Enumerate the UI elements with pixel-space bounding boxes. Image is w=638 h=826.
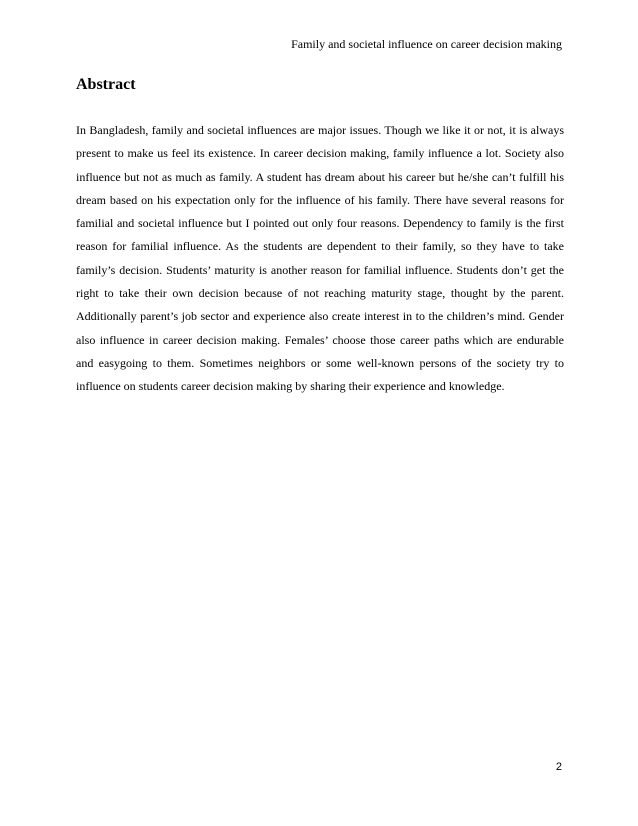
section-heading: Abstract [76, 76, 136, 93]
page-number: 2 [555, 761, 562, 773]
running-header: Family and societal influence on career decision making [291, 37, 562, 51]
abstract-paragraph: In Bangladesh, family and societal influences are major issues. Though we like it or not, it is always present to make us feel its existence. In career decision making, family influence a lot. Society also influence but not as much as family. A student has dream about his career but he/she can’t fulfill his dream based on his expectation only for the influence of his family. There have several reasons for familial and societal influence but I pointed out only four reasons. Dependency to family is the first reason for familial influence. As the students are dependent to their family, so they have to take family’s decision. Students’ maturity is another reason for familial influence. Students don’t get the right to take their own decision because of not reaching maturity stage, thought by the parent. Additionally parent’s job sector and experience also create interest in to the children’s mind. Gender also influence in career decision making. Females’ choose those career paths which are endurable and easygoing to them. Sometimes neighbors or some well-known persons of the society try to influence on students career decision making by sharing their experience and knowledge. [76, 123, 564, 394]
